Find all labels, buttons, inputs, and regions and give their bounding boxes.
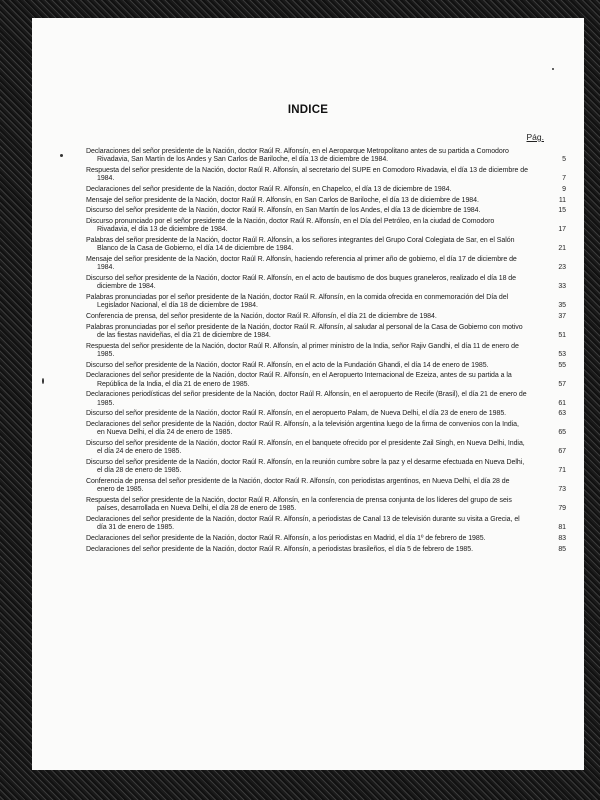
toc-entry-text: Declaraciones periodísticas del señor presidente de la Nación, doctor Raúl R. Alfonsín, en el aeropuerto de Recife (Brasil), el día 21 de enero de 1985. <box>86 391 527 407</box>
toc-entry <box>86 420 566 438</box>
toc-entry <box>86 439 566 457</box>
toc-entry <box>86 196 566 205</box>
toc-entry-text: Declaraciones del señor presidente de la Nación, doctor Raúl R. Alfonsín, a la televisión argentina luego de la firma de convenios con la India, en Nueva Delhi, el día 24 de enero de 1985. <box>86 420 519 437</box>
toc-entry-page: 61 <box>558 399 566 407</box>
toc-entry <box>86 410 566 418</box>
toc-entry-text: Palabras pronunciadas por el señor presidente de la Nación, doctor Raúl R. Alfonsín, en la comida ofrecida en conmemoración del Día del Legislador Nacional, el día 18 de diciembre de 1984. <box>86 293 509 310</box>
toc-entry-page: 55 <box>558 361 566 369</box>
toc-entry <box>86 372 566 389</box>
toc-entry-text: Respuesta del señor presidente de la Nación, doctor Raúl R. Alfonsín, al secretario del SUPE en Comodoro Rivadavia, el día 13 de diciembre de 1984. <box>86 166 528 183</box>
toc-entry-page: 11 <box>558 196 566 204</box>
toc-entry-page: 71 <box>558 467 566 475</box>
toc-entry-page: 85 <box>558 545 566 553</box>
toc-entry <box>86 361 566 370</box>
table-of-contents <box>86 148 566 556</box>
toc-entry <box>86 312 566 321</box>
toc-entry-page: 83 <box>558 534 566 542</box>
toc-entry-page: 5 <box>562 156 566 164</box>
toc-entry <box>86 207 566 215</box>
toc-entry-text: Discurso del señor presidente de la Nación, doctor Raúl R. Alfonsín, en el banquete ofrecido por el presidente Zail Singh, en Nueva Delhi, India, el día 24 de enero de 1985. <box>86 439 525 456</box>
toc-entry <box>86 148 566 165</box>
toc-entry-text: Mensaje del señor presidente de la Nación, doctor Raúl R. Alfonsín, en San Carlos de Bariloche, el día 13 de diciembre de 1984. <box>86 196 479 204</box>
toc-entry-page: 35 <box>558 302 566 310</box>
toc-entry <box>86 534 566 543</box>
toc-entry-page: 81 <box>558 524 566 532</box>
toc-entry-text: Declaraciones del señor presidente de la Nación, doctor Raúl R. Alfonsín, en Chapelco, el día 13 de diciembre de 1984. <box>86 185 452 193</box>
toc-entry <box>86 496 566 514</box>
toc-entry-text: Declaraciones del señor presidente de la Nación, doctor Raúl R. Alfonsín, a periodistas de Canal 13 de televisión durante su visita a Grecia, el día 31 de enero de 1985. <box>86 515 520 532</box>
toc-entry-text: Mensaje del señor presidente de la Nación, doctor Raúl R. Alfonsín, haciendo referencia al primer año de gobierno, el día 17 de diciembre de 1984. <box>86 256 517 272</box>
toc-entry-text: Discurso pronunciado por el señor presidente de la Nación, doctor Raúl R. Alfonsín, en el Día del Petróleo, en la ciudad de Comodoro Rivadavia, el día 13 de diciembre de 1984. <box>86 218 495 234</box>
toc-entry <box>86 274 566 292</box>
toc-entry-text: Declaraciones del señor presidente de la Nación, doctor Raúl R. Alfonsín, a los periodistas en Madrid, el día 1º de febrero de 1985. <box>86 534 486 542</box>
toc-entry <box>86 293 566 311</box>
toc-entry <box>86 237 566 254</box>
toc-entry-text: Palabras pronunciadas por el señor presidente de la Nación, doctor Raúl R. Alfonsín, al saludar al personal de la Casa de Gobierno con motivo de las fiestas navideñas, el día 21 de diciembre de 1984. <box>86 323 523 339</box>
toc-entry <box>86 342 566 360</box>
toc-entry <box>86 477 566 495</box>
toc-entry-text: Discurso del señor presidente de la Nación, doctor Raúl R. Alfonsín, en el acto de la Fundación Ghandi, el día 14 de enero de 1985. <box>86 361 489 369</box>
toc-entry <box>86 323 566 341</box>
toc-entry-text: Discurso del señor presidente de la Nación, doctor Raúl R. Alfonsín, en el acto de bautismo de dos buques graneleros, realizado el día 18 de diciembre de 1984. <box>86 274 516 291</box>
toc-entry <box>86 391 566 408</box>
scan-speck <box>552 68 554 70</box>
toc-entry-page: 79 <box>558 505 566 513</box>
page-column-header: Pág. <box>526 132 544 142</box>
toc-entry <box>86 458 566 476</box>
toc-entry-text: Declaraciones del señor presidente de la Nación, doctor Raúl R. Alfonsín, a periodistas brasileños, el día 5 de febrero de 1985. <box>86 545 474 553</box>
scan-speck <box>42 378 44 384</box>
toc-entry-page: 57 <box>558 380 566 388</box>
toc-entry-page: 67 <box>558 448 566 456</box>
scan-speck <box>60 154 63 157</box>
toc-entry-page: 73 <box>558 486 566 494</box>
toc-entry-page: 15 <box>558 207 566 215</box>
toc-entry-text: Conferencia de prensa del señor presidente de la Nación, doctor Raúl R. Alfonsín, con periodistas argentinos, en Nueva Delhi, el día 28 de enero de 1985. <box>86 477 510 494</box>
toc-entry-text: Discurso del señor presidente de la Nación, doctor Raúl R. Alfonsín, en el aeropuerto Palam, de Nueva Delhi, el día 23 de enero de 1985. <box>86 410 507 418</box>
toc-entry-text: Declaraciones del señor presidente de la Nación, doctor Raúl R. Alfonsín, en el Aeropuerto Internacional de Ezeiza, antes de su partida a la República de la India, el día 21 de enero de 1985. <box>86 372 512 388</box>
toc-entry-page: 53 <box>558 350 566 358</box>
toc-entry-page: 17 <box>558 226 566 234</box>
toc-entry <box>86 218 566 235</box>
toc-entry-text: Discurso del señor presidente de la Nación, doctor Raúl R. Alfonsín, en la reunión cumbre sobre la paz y el desarme efectuada en Nueva Delhi, el día 28 de enero de 1985. <box>86 458 525 475</box>
toc-entry-text: Respuesta del señor presidente de la Nación, doctor Raúl R. Alfonsín, al primer ministro de la India, señor Rajiv Gandhi, el día 11 de enero de 1985. <box>86 342 519 358</box>
toc-entry-text: Palabras del señor presidente de la Nación, doctor Raúl R. Alfonsín, a los señores integrantes del Grupo Coral Colegiata de Sar, en el Salón Blanco de la Casa de Gobierno, el día 14 de diciembre de 1984. <box>86 237 515 253</box>
toc-entry-text: Conferencia de prensa, del señor presidente de la Nación, doctor Raúl R. Alfonsín, el día 21 de diciembre de 1984. <box>86 312 437 320</box>
toc-entry <box>86 545 566 554</box>
toc-entry-page: 63 <box>558 410 566 418</box>
toc-entry-page: 33 <box>558 283 566 291</box>
toc-entry <box>86 515 566 533</box>
toc-entry <box>86 166 566 184</box>
toc-entry-page: 21 <box>558 245 566 253</box>
toc-entry <box>86 185 566 194</box>
toc-entry-text: Declaraciones del señor presidente de la Nación, doctor Raúl R. Alfonsín, en el Aeroparque Metropolitano antes de su partida a Comodoro Rivadavia, San Martín de los Andes y San Carlos de Bariloche, el día 13 de diciembre de 1984. <box>86 148 509 164</box>
toc-entry-page: 37 <box>558 312 566 320</box>
toc-entry <box>86 256 566 273</box>
toc-entry-text: Respuesta del señor presidente de la Nación, doctor Raúl R. Alfonsín, en la conferencia de prensa conjunta de los líderes del grupo de seis países, desarrollada en Nueva Delhi, el día 28 de enero de 1985. <box>86 496 512 513</box>
toc-entry-page: 9 <box>562 185 566 193</box>
toc-entry-text: Discurso del señor presidente de la Nación, doctor Raúl R. Alfonsín, en San Martín de los Andes, el día 13 de diciembre de 1984. <box>86 207 481 215</box>
toc-entry-page: 23 <box>558 264 566 272</box>
toc-entry-page: 51 <box>558 331 566 339</box>
toc-entry-page: 7 <box>562 175 566 183</box>
page-title: INDICE <box>287 104 329 116</box>
toc-entry-page: 65 <box>558 429 566 437</box>
document-page <box>32 18 584 770</box>
